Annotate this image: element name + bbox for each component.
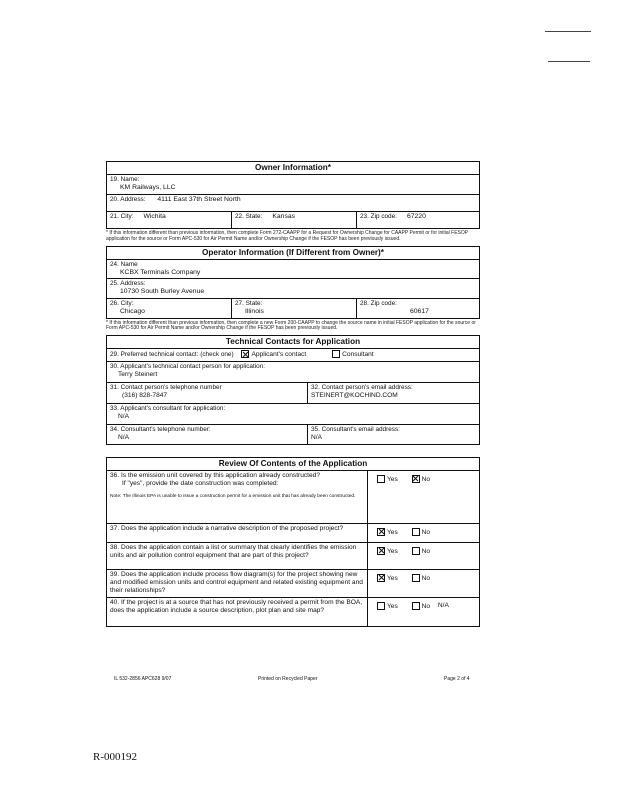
q36-no-checkbox[interactable]	[412, 475, 420, 483]
q38-no-checkbox[interactable]	[412, 547, 420, 555]
q39-yes-label: Yes	[387, 574, 398, 582]
consultant-email-label: 35. Consultant's email address:	[311, 426, 400, 434]
q37-no-checkbox[interactable]	[412, 528, 420, 536]
q36-yes-checkbox[interactable]	[377, 475, 385, 483]
scan-mark	[545, 31, 591, 32]
q39-yes-checkbox[interactable]	[377, 574, 385, 582]
question-36-note: Note: The Illinois EPA is unable to issue a construction permit for a emission unit that has already been constructed.	[110, 494, 356, 500]
owner-information-header: Owner Information*	[107, 162, 480, 175]
owner-footnote: * If this information different than previous information, then complete Form 272-CAAPP for a Request for Ownership Change for CAAPP Permit or for initial FESOP application for the source or Form APC-530 for Air Permit Name and/or Ownership Change if the FESOP has been previously issued.	[106, 230, 469, 242]
operator-city-field[interactable]: Chicago	[120, 307, 145, 315]
owner-information-section	[106, 161, 480, 229]
operator-footnote: * If this information different than previous information, then complete a new Form 200-CAAPP to change the source name in initial FESOP application for the source or Form APC-530 for Air Permit Name and/or Ownership Change if the FESOP has been previously issued.	[106, 319, 476, 332]
owner-state-label: 22. State:	[235, 213, 263, 221]
consultant-checkbox[interactable]	[332, 350, 340, 358]
q38-yes-checkbox[interactable]	[377, 547, 385, 555]
technical-contact-person-label: 30. Applicant's technical contact person for application:	[110, 363, 266, 371]
owner-address-field[interactable]: 4111 East 37th Street North	[157, 196, 241, 204]
permit-application-form	[106, 161, 480, 627]
q40-yes-label: Yes	[387, 602, 398, 610]
owner-zip-field[interactable]: 67220	[406, 213, 426, 221]
operator-name-label: 24. Name	[110, 261, 138, 268]
operator-city-label: 26. City:	[110, 299, 134, 307]
consultant-label: 33. Applicant's consultant for application:	[110, 405, 226, 413]
form-number: IL 532-2856 APC628 9/07	[114, 676, 172, 682]
operator-state-field[interactable]: Illinois	[245, 307, 264, 315]
q37-no-label: No	[421, 528, 431, 536]
bates-number: R-000192	[93, 751, 137, 763]
q40-no-label: No	[421, 602, 431, 610]
q40-na-label: N/A	[437, 602, 449, 610]
contact-phone-field[interactable]: (316) 828-7847	[122, 392, 168, 400]
contact-email-label: 32. Contact person's email address:	[311, 384, 413, 392]
operator-name-field[interactable]: KCBX Terminals Company	[120, 269, 201, 276]
q40-no-checkbox[interactable]	[412, 602, 420, 610]
operator-information-header: Operator Information (If Different from Owner)*	[107, 246, 480, 259]
operator-state-label: 27. State:	[235, 299, 263, 307]
q37-yes-label: Yes	[387, 528, 398, 536]
consultant-option: Consultant	[342, 351, 374, 359]
q36-no-label: No	[421, 475, 431, 483]
consultant-phone-field[interactable]: N/A	[118, 434, 129, 442]
consultant-field[interactable]: N/A	[118, 413, 129, 421]
contact-email-field[interactable]: STEINERT@KOCHIND.COM	[311, 392, 398, 400]
consultant-email-field[interactable]: N/A	[311, 434, 322, 442]
owner-city-label: 21. City:	[110, 213, 134, 221]
question-37: 37. Does the application include a narrative description of the proposed project?	[110, 524, 344, 532]
contact-phone-label: 31. Contact person's telephone number	[110, 384, 222, 392]
operator-zip-field[interactable]: 60617	[410, 308, 429, 316]
q38-yes-label: Yes	[387, 547, 398, 555]
consultant-phone-label: 34. Consultant's telephone number:	[110, 426, 211, 434]
question-36-sub: If "yes", provide the date construction was completed:	[122, 480, 279, 488]
page-number: Page 2 of 4	[444, 676, 470, 682]
recycled-paper-note: Printed on Recycled Paper	[258, 676, 318, 682]
technical-contacts-section	[106, 335, 480, 444]
review-contents-header: Review Of Contents of the Application	[107, 457, 480, 470]
owner-name-field[interactable]: KM Railways, LLC	[120, 184, 176, 192]
question-36: 36. Is the emission unit covered by this application already constructed?	[110, 471, 321, 479]
owner-state-field[interactable]: Kansas	[272, 213, 296, 221]
q37-yes-checkbox[interactable]	[377, 528, 385, 536]
owner-city-field[interactable]: Wichita	[143, 213, 166, 221]
q39-no-label: No	[421, 574, 431, 582]
operator-address-label: 25. Address:	[110, 280, 146, 288]
owner-name-label: 19. Name:	[110, 176, 140, 184]
applicants-contact-option: Applicant's contact	[251, 351, 307, 359]
scan-mark	[548, 61, 590, 62]
q38-no-label: No	[421, 547, 431, 555]
q40-yes-checkbox[interactable]	[377, 602, 385, 610]
review-contents-section	[106, 457, 480, 627]
question-38: 38. Does the application contain a list or summary that clearly identifies the emission units and air pollution control equipment that are part of this project?	[110, 543, 357, 560]
owner-address-label: 20. Address:	[110, 196, 146, 204]
question-40: 40. If the project is at a source that has not previously received a permit from the BOA, does the application include a source description, plot plan and site map?	[110, 598, 363, 614]
technical-contact-person-field[interactable]: Terry Steinert	[118, 371, 158, 379]
operator-zip-label: 28. Zip code:	[360, 299, 397, 307]
q36-yes-label: Yes	[387, 475, 398, 483]
technical-contacts-header: Technical Contacts for Application	[107, 336, 480, 349]
q39-no-checkbox[interactable]	[412, 574, 420, 582]
question-39: 39. Does the application include process flow diagram(s) for the project showing new and modified emission units and control equipment and related existing equipment and their relationships?	[110, 570, 363, 595]
owner-zip-label: 23. Zip code:	[360, 213, 397, 221]
operator-information-section	[106, 246, 480, 319]
preferred-contact-label: 29. Preferred technical contact: (check one)	[110, 351, 234, 359]
operator-address-field[interactable]: 10730 South Burley Avenue	[120, 288, 205, 296]
applicants-contact-checkbox[interactable]	[241, 350, 249, 358]
